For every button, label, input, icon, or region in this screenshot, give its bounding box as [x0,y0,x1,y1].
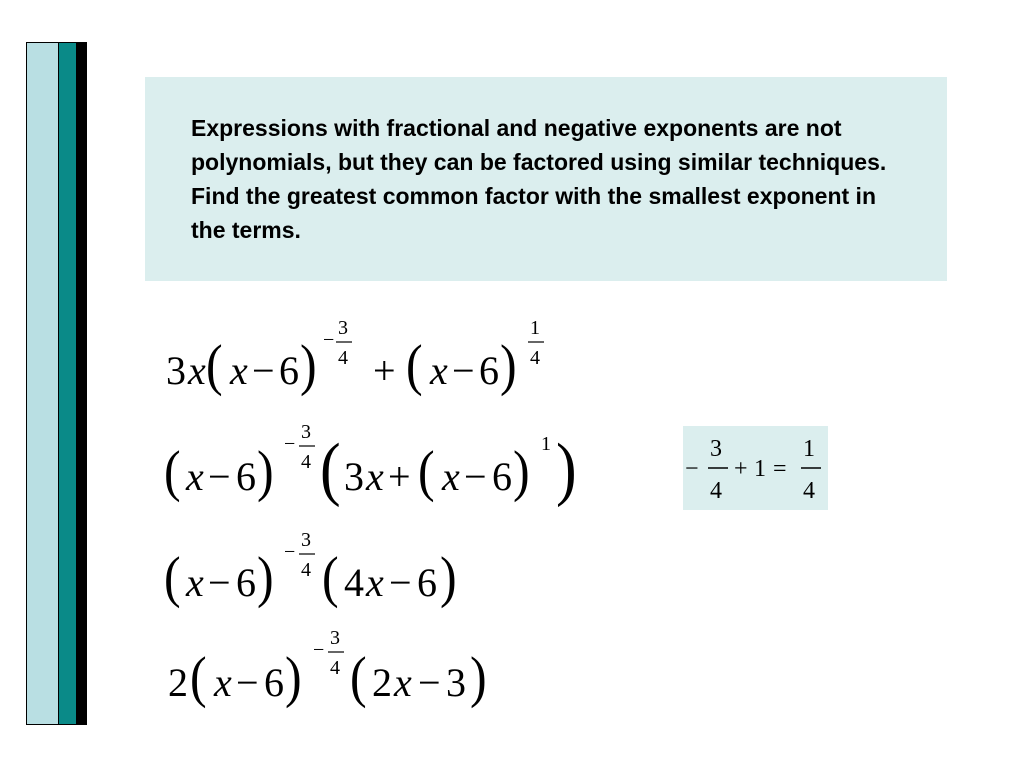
svg-text:3: 3 [301,529,311,551]
svg-text:): ) [470,644,487,709]
svg-text:(: ( [322,544,339,609]
svg-text:): ) [440,544,457,609]
svg-text:+: + [734,456,748,482]
svg-text:3: 3 [330,627,340,649]
svg-text:): ) [257,544,274,609]
svg-text:6: 6 [492,454,512,499]
svg-text:3: 3 [446,660,466,705]
svg-text:): ) [513,438,530,503]
svg-text:x: x [366,454,384,499]
svg-text:4: 4 [301,451,311,473]
intro-box [145,77,947,281]
svg-text:−: − [236,660,259,705]
svg-text:1: 1 [754,456,766,482]
svg-text:4: 4 [344,560,364,605]
svg-text:): ) [285,644,302,709]
svg-text:4: 4 [803,478,815,504]
svg-text:x: x [188,348,206,393]
math-step-original [160,312,560,402]
svg-text:): ) [257,438,274,503]
svg-text:(: ( [164,544,181,609]
svg-text:−: − [252,348,275,393]
svg-text:(: ( [320,429,341,509]
left-decoration-bar-light [26,42,59,725]
svg-text:3: 3 [166,348,186,393]
left-decoration-bar-teal [59,42,76,725]
svg-text:6: 6 [264,660,284,705]
svg-text:−: − [284,541,296,563]
svg-text:4: 4 [710,478,722,504]
svg-text:2: 2 [372,660,392,705]
svg-text:x: x [186,454,204,499]
svg-text:(: ( [164,438,181,503]
svg-text:−: − [284,433,296,455]
svg-text:=: = [773,456,787,482]
svg-text:x: x [186,560,204,605]
svg-text:3: 3 [301,421,311,443]
svg-text:x: x [366,560,384,605]
svg-text:−: − [313,639,325,661]
svg-text:6: 6 [236,454,256,499]
intro-text: Expressions with fractional and negative exponents are not polynomials, but they can be factored using similar techniques. Find the greatest common factor with the smallest exponent in the terms. [191,115,887,243]
math-step-simplified [160,524,480,614]
svg-text:): ) [556,429,577,509]
svg-text:−: − [208,454,231,499]
svg-text:+: + [388,454,411,499]
math-step-gcf [160,412,590,512]
svg-text:1: 1 [541,433,551,455]
exponent-hint-box [683,426,828,510]
svg-text:x: x [214,660,232,705]
svg-text:−: − [208,560,231,605]
math-step-fully-factored [160,622,510,712]
svg-text:1: 1 [803,436,815,462]
svg-text:3: 3 [344,454,364,499]
svg-text:(: ( [190,644,207,709]
svg-text:−: − [452,348,475,393]
svg-text:6: 6 [417,560,437,605]
svg-text:6: 6 [279,348,299,393]
svg-text:4: 4 [301,559,311,581]
svg-text:1: 1 [530,317,540,339]
svg-text:6: 6 [479,348,499,393]
svg-text:2: 2 [168,660,188,705]
left-decoration-bar-black [76,42,87,725]
svg-text:4: 4 [530,347,540,369]
svg-text:): ) [500,332,517,397]
svg-text:3: 3 [710,436,722,462]
svg-text:x: x [394,660,412,705]
svg-text:(: ( [350,644,367,709]
svg-text:6: 6 [236,560,256,605]
svg-text:−: − [685,456,699,482]
svg-text:4: 4 [330,657,340,679]
svg-text:+: + [373,348,396,393]
svg-text:−: − [464,454,487,499]
svg-text:(: ( [406,332,423,397]
svg-text:x: x [430,348,448,393]
svg-text:−: − [389,560,412,605]
svg-text:x: x [442,454,460,499]
svg-text:): ) [300,332,317,397]
svg-text:(: ( [418,438,435,503]
svg-text:−: − [323,329,335,351]
svg-text:−: − [418,660,441,705]
svg-text:3: 3 [338,317,348,339]
svg-text:(: ( [206,332,223,397]
svg-text:4: 4 [338,347,348,369]
svg-text:x: x [230,348,248,393]
